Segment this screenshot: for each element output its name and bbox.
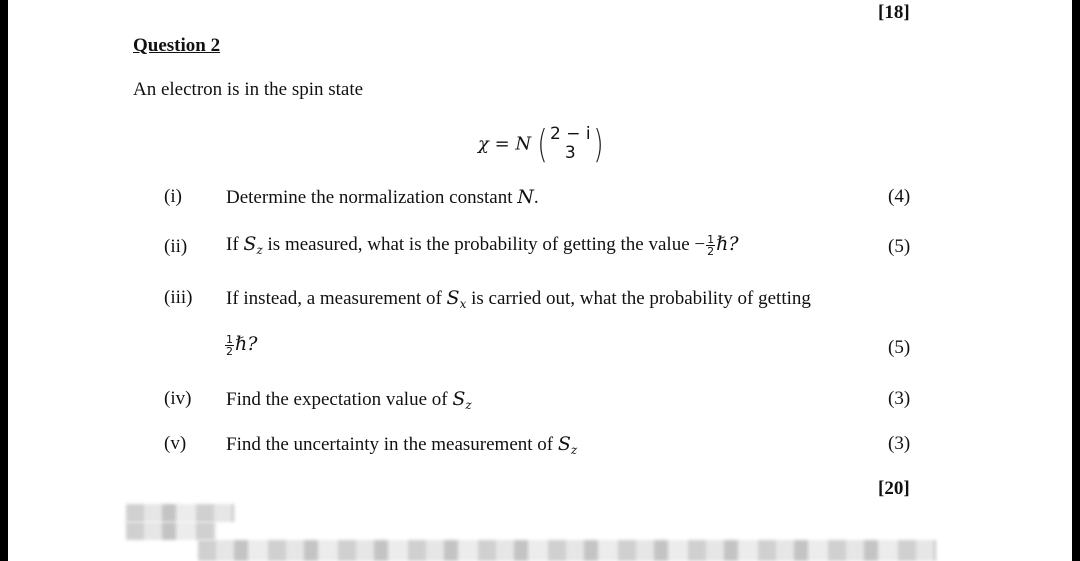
part-text xyxy=(226,388,472,412)
part-marks: (3) xyxy=(888,433,911,454)
part-text-before: If xyxy=(226,234,244,255)
fraction-denominator: 2 xyxy=(226,345,233,359)
part-text-after: is measured, what is the probability of getting the value − xyxy=(262,234,706,255)
part-label: (v) xyxy=(164,433,187,454)
redacted-block xyxy=(126,504,234,522)
part-marks: (5) xyxy=(888,337,911,358)
right-paren: ) xyxy=(592,122,604,166)
part-label: (ii) xyxy=(164,236,188,257)
part-text-before: Determine the normalization constant xyxy=(226,187,518,208)
spinor-vector xyxy=(550,125,591,163)
part-marks: (5) xyxy=(888,236,911,257)
operator-s: S xyxy=(446,287,460,309)
bottom-marks: [20] xyxy=(878,478,910,499)
operator-subscript: z xyxy=(570,443,578,457)
operator-subscript: z xyxy=(465,398,472,412)
part-label: (i) xyxy=(164,186,182,207)
equation-lhs: χ = N xyxy=(478,133,532,155)
part-text xyxy=(226,287,811,311)
document-page xyxy=(8,0,1072,561)
part-text-line2 xyxy=(224,333,257,357)
left-paren: ( xyxy=(537,122,548,166)
spinor-bottom: 3 xyxy=(564,143,576,163)
part-text-after: . xyxy=(533,187,539,208)
operator-subscript: x xyxy=(459,297,467,311)
part-marks: (3) xyxy=(888,388,911,409)
part-text-before: Find the uncertainty in the measurement of xyxy=(226,434,558,455)
part-text-after: is carried out, what the probability of getting xyxy=(466,288,811,309)
redacted-block xyxy=(126,522,216,540)
redacted-block xyxy=(198,540,936,561)
part-text-before: If instead, a measurement of xyxy=(226,288,447,309)
top-marks: [18] xyxy=(878,2,910,23)
operator-subscript: z xyxy=(256,243,263,257)
part-text xyxy=(226,186,539,209)
question-title: Question 2 xyxy=(133,35,221,56)
fraction xyxy=(225,334,234,357)
operator-s: S xyxy=(557,433,571,455)
part-label: (iv) xyxy=(164,388,192,409)
operator-s: S xyxy=(243,233,257,255)
spin-state-equation xyxy=(478,122,605,166)
question-intro: An electron is in the spin state xyxy=(133,79,364,100)
part-text xyxy=(226,233,739,257)
operator-s: S xyxy=(452,388,466,410)
hbar: ℏ? xyxy=(716,233,739,255)
part-text xyxy=(226,433,577,457)
fraction-numerator: 1 xyxy=(707,233,715,247)
hbar: ℏ? xyxy=(235,333,258,355)
fraction-numerator: 1 xyxy=(226,333,233,347)
fraction-denominator: 2 xyxy=(707,245,715,259)
part-label: (iii) xyxy=(164,287,193,308)
part-text-before: Find the expectation value of xyxy=(226,389,453,410)
part-marks: (4) xyxy=(888,186,911,207)
fraction xyxy=(706,234,715,257)
variable-n: N xyxy=(517,186,534,208)
spinor-top: 2 − i xyxy=(550,124,591,144)
